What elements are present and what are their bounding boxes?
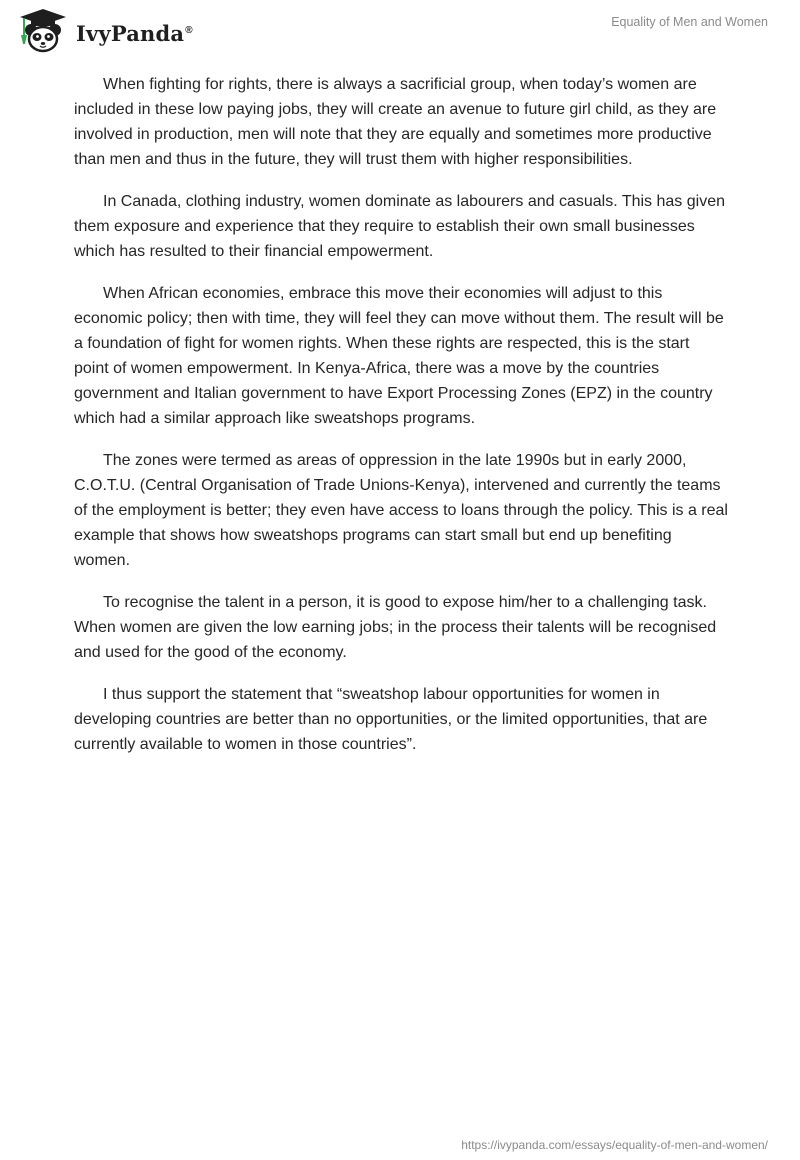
- ivypanda-logo[interactable]: [14, 8, 193, 54]
- paragraph: To recognise the talent in a person, it is good to expose him/her to a challenging task. When women are given the low earning jobs; in the process their talents will be recognised and used for the good of the economy.: [74, 594, 717, 661]
- page-header: [0, 0, 800, 60]
- paragraph: I thus support the statement that “sweatshop labour opportunities for women in developing countries are better than no opportunities, or the limited opportunities, that are currently available to women in those countries”.: [74, 686, 708, 753]
- paragraph: When African economies, embrace this move their economies will adjust to this economic policy; then with time, they will feel they can move without them. The result will be a foundation of fight for women rights. When these rights are respected, this is the start point of women empowerment. In Kenya-Africa, there was a move by the countries government and Italian government to have Export Processing Zones (EPZ) in the country which had a similar approach like sweatshops programs.: [74, 285, 724, 427]
- paragraph: In Canada, clothing industry, women dominate as labourers and casuals. This has given them exposure and experience that they require to establish their own small businesses which has resulted to their financial empowerment.: [74, 193, 725, 260]
- paragraph: The zones were termed as areas of oppression in the late 1990s but in early 2000, C.O.T.U. (Central Organisation of Trade Unions-Kenya), intervened and currently the teams of the employment is better; they even have access to loans through the policy. This is a real example that shows how sweatshops programs can start small but end up benefiting women.: [74, 452, 728, 569]
- logo-wordmark: IvyPanda®: [76, 20, 193, 46]
- paragraph: When fighting for rights, there is always a sacrificial group, when today’s women are included in these low paying jobs, they will create an avenue to future girl child, as they are involved in production, men will note that they are equally and sometimes more productive than men and thus in the future, they will trust them with higher responsibilities.: [74, 76, 717, 168]
- essay-body: [74, 72, 728, 774]
- document-title: Equality of Men and Women: [611, 15, 768, 29]
- panda-graduate-logo-icon: [14, 8, 72, 54]
- registered-mark: ®: [185, 24, 193, 36]
- source-url[interactable]: https://ivypanda.com/essays/equality-of-men-and-women/: [461, 1138, 768, 1152]
